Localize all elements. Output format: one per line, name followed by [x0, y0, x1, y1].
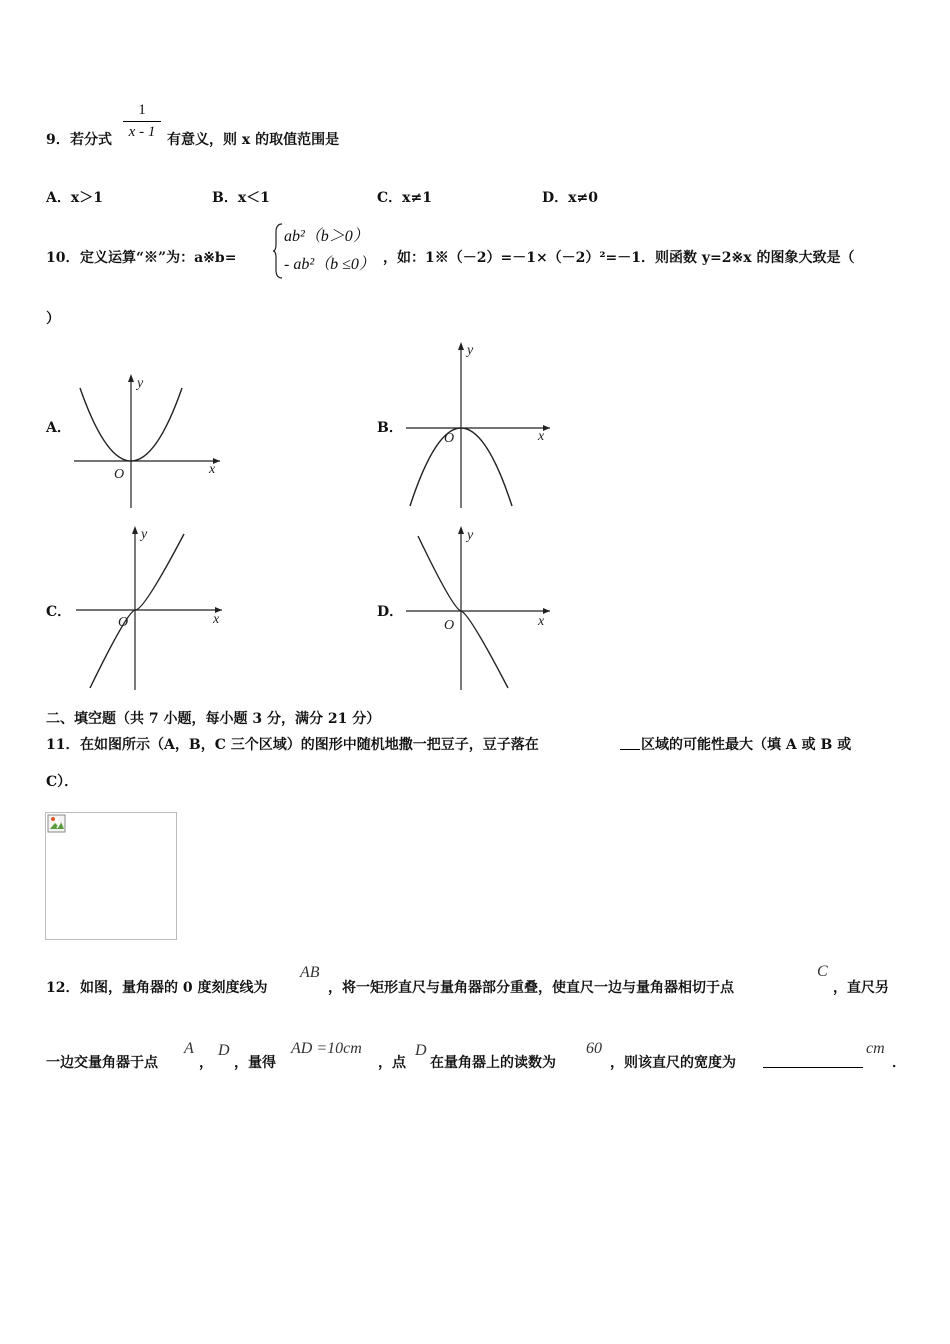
x-label: x — [538, 429, 545, 444]
q12-number: 12． — [46, 980, 80, 996]
q12-end-period: ． — [892, 1055, 906, 1071]
q10-text-post: ，如：1※（－2）=－1×（－2）²=－1．则函数 y=2※x 的图象大致是（ — [383, 250, 855, 266]
q11-text-line1: 在如图所示（A，B，C 三个区域）的图形中随机地撒一把豆子，豆子落在 — [80, 737, 539, 753]
origin-label: O — [118, 615, 129, 630]
origin-label: O — [444, 618, 455, 633]
q9-option-c[interactable]: C．x≠1 — [377, 190, 432, 206]
y-label: y — [467, 343, 474, 358]
q11-text-line1b: 区域的可能性最大（填 A 或 B 或 — [641, 737, 852, 753]
q11-answer-blank[interactable] — [620, 749, 640, 750]
graph-c[interactable] — [72, 522, 232, 692]
y-axis-arrow — [132, 526, 138, 534]
x-label: x — [213, 612, 220, 627]
q12-answer-blank[interactable] — [763, 1067, 863, 1068]
x-label: x — [209, 462, 216, 477]
q11-figure-placeholder — [45, 812, 177, 940]
origin-label: O — [444, 431, 455, 446]
q12-text-2d: 在量角器上的读数为 — [430, 1055, 556, 1071]
q10-option-b-label[interactable]: B． — [377, 420, 403, 436]
q11-number: 11． — [46, 737, 80, 753]
q10-number: 10． — [46, 250, 80, 266]
graph-d[interactable] — [400, 522, 560, 692]
q12-text-2e: ，则该直尺的宽度为 — [610, 1055, 736, 1071]
q10-case-positive: ab²（b＞0） — [284, 228, 369, 245]
x-label: x — [538, 614, 545, 629]
q9-fraction-denominator: x - 1 — [128, 124, 156, 140]
q12-math-d: D — [218, 1042, 230, 1059]
q12-text-1b: ，将一矩形直尺与量角器部分重叠，使直尺一边与量角器相切于点 — [328, 980, 734, 996]
q10-close-paren: ） — [46, 311, 60, 327]
q12-text-2a: 一边交量角器于点 — [46, 1055, 158, 1071]
q9-option-d[interactable]: D．x≠0 — [542, 190, 598, 206]
q12-math-c: C — [817, 963, 828, 980]
q12-text-1c: ，直尺另 — [833, 980, 889, 996]
q11-text-line2: C）． — [46, 774, 79, 790]
y-axis-arrow — [458, 342, 464, 350]
y-label: y — [141, 527, 148, 542]
y-axis-arrow — [458, 526, 464, 534]
q9-fraction-numerator: 1 — [138, 102, 146, 118]
q12-text-2b: ，量得 — [234, 1055, 276, 1071]
q10-case-nonpositive: - ab²（b ≤0） — [284, 256, 375, 273]
q12-text-1a: 如图，量角器的 0 度刻度线为 — [80, 980, 268, 996]
curve — [90, 534, 184, 688]
q12-math-a: A — [184, 1040, 194, 1057]
q12-math-cm: cm — [866, 1040, 885, 1057]
q9-fraction — [123, 102, 161, 141]
q12-math-d2: D — [415, 1042, 427, 1059]
y-label: y — [137, 376, 144, 391]
broken-image-icon — [47, 814, 67, 834]
q12-math-ab: AB — [300, 964, 320, 981]
q12-math-ad: AD =10cm — [291, 1040, 362, 1057]
q12-math-60: 60 — [586, 1040, 602, 1057]
q10-option-a-label[interactable]: A． — [46, 420, 71, 436]
q9-text-pre: 若分式 — [70, 132, 112, 148]
curve — [418, 536, 508, 688]
origin-label: O — [114, 467, 125, 482]
left-brace — [272, 222, 284, 280]
section-heading: 二、填空题（共 7 小题，每小题 3 分，满分 21 分） — [46, 711, 381, 727]
q9-option-b[interactable]: B．x＜1 — [212, 190, 270, 206]
q10-option-c-label[interactable]: C． — [46, 604, 72, 620]
graph-a[interactable] — [70, 370, 230, 510]
q9-number: 9． — [46, 132, 70, 148]
q12-text-2c: ，点 — [378, 1055, 406, 1071]
y-axis-arrow — [128, 374, 134, 382]
graph-b[interactable] — [400, 338, 560, 510]
q9-option-a[interactable]: A．x＞1 — [46, 190, 103, 206]
q9-text-post: 有意义，则 x 的取值范围是 — [167, 132, 340, 148]
q10-option-d-label[interactable]: D． — [377, 604, 404, 620]
y-label: y — [467, 528, 474, 543]
q12-comma: ， — [199, 1055, 213, 1071]
q10-text-pre: 定义运算“※”为：a※b= — [80, 250, 237, 266]
fraction-bar — [123, 121, 161, 122]
